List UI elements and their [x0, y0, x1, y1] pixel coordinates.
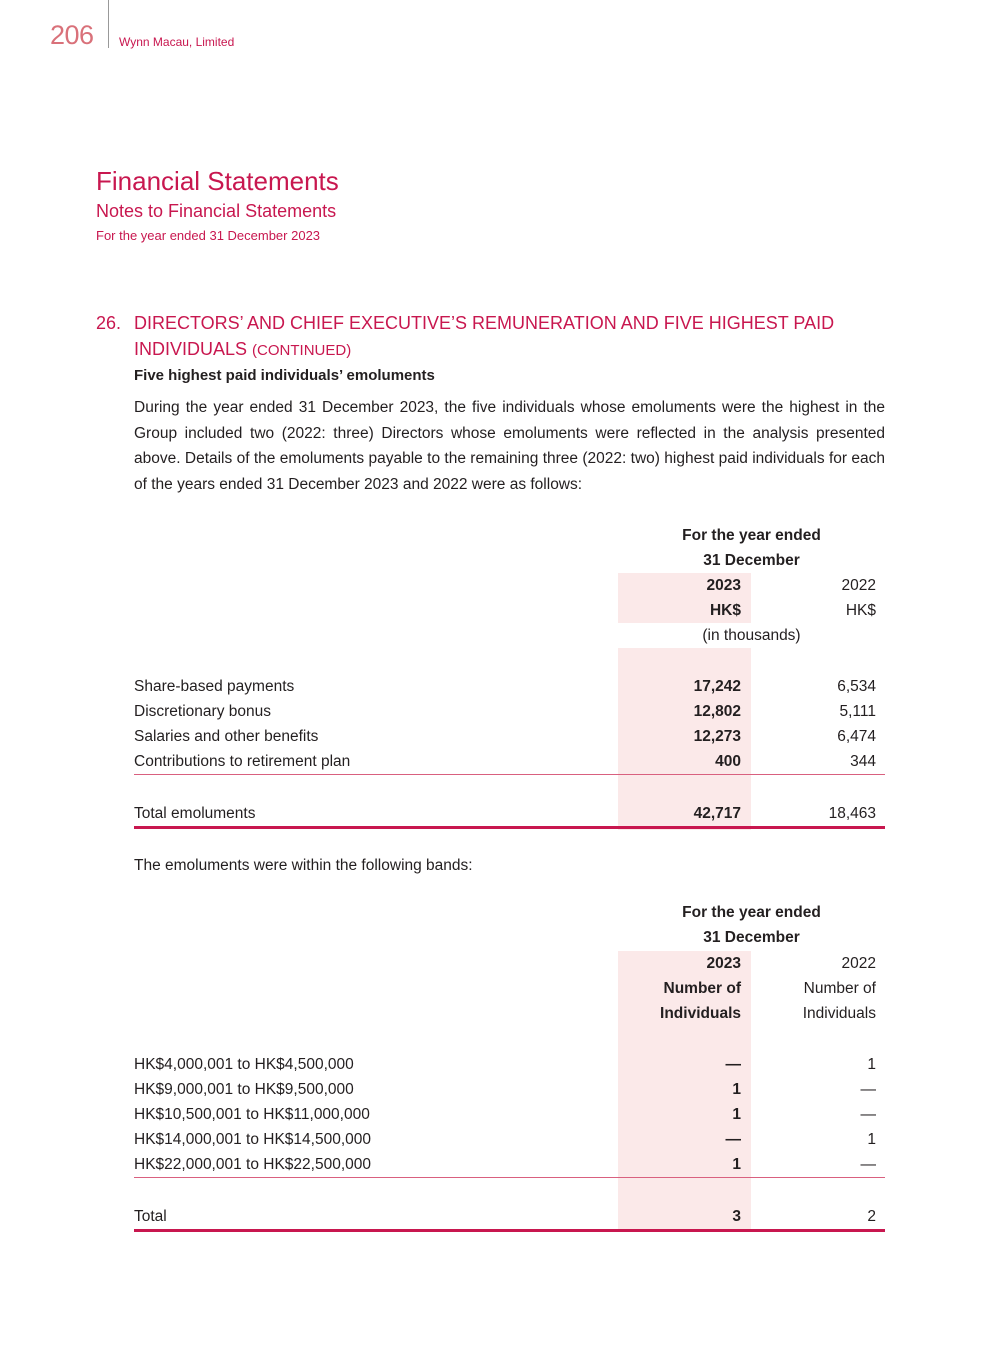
- row-value-2022: 6,534: [837, 678, 876, 695]
- table1-year-row: [134, 573, 885, 598]
- table1-year-2022: 2022: [841, 577, 876, 594]
- row-value-2023: 12,273: [693, 728, 741, 745]
- total-row: [134, 801, 885, 826]
- subtotal-rule: [134, 1177, 885, 1178]
- table1-unit-2023: HK$: [709, 602, 741, 619]
- total-value-2022: 2: [867, 1208, 876, 1225]
- section-heading: [96, 310, 896, 364]
- sub-heading: Five highest paid individuals’ emoluments: [134, 367, 435, 384]
- company-name: Wynn Macau, Limited: [119, 35, 235, 49]
- page-title: Financial Statements: [96, 166, 339, 196]
- total-rule: [134, 1229, 885, 1232]
- table1-unit-row: [134, 598, 885, 623]
- row-label: HK$9,000,001 to HK$9,500,000: [134, 1081, 354, 1098]
- table-row: [134, 1127, 885, 1152]
- row-label: HK$22,000,001 to HK$22,500,000: [134, 1156, 371, 1173]
- row-label: HK$10,500,001 to HK$11,000,000: [134, 1106, 370, 1123]
- total-value-2023: 3: [732, 1208, 741, 1225]
- row-value-2022: —: [860, 1081, 876, 1098]
- table1-unit-note: (in thousands): [702, 627, 801, 644]
- row-value-2023: 400: [715, 753, 741, 770]
- row-label: Share-based payments: [134, 678, 295, 695]
- table2-sub2-row: [134, 1001, 885, 1026]
- table-row: [134, 674, 885, 699]
- table2-sub1-2022: Number of: [803, 980, 876, 997]
- continued-label: (CONTINUED): [252, 342, 352, 359]
- table-row: [134, 699, 885, 724]
- row-value-2022: —: [860, 1106, 876, 1123]
- table2-year-row: [134, 951, 885, 976]
- header-divider: [108, 0, 109, 48]
- page-number: 206: [50, 20, 94, 50]
- row-value-2022: 344: [850, 753, 876, 770]
- row-value-2023: 1: [732, 1156, 741, 1173]
- row-value-2023: —: [725, 1056, 741, 1073]
- table1-unit-2022: HK$: [845, 602, 876, 619]
- table1-header-line2: 31 December: [703, 552, 800, 569]
- page-subtitle: Notes to Financial Statements: [96, 201, 337, 221]
- row-label: Contributions to retirement plan: [134, 753, 351, 770]
- row-value-2023: 1: [732, 1081, 741, 1098]
- table-row: [134, 1152, 885, 1177]
- table2-sub1-row: [134, 976, 885, 1001]
- table-row: [134, 724, 885, 749]
- total-label: Total emoluments: [134, 805, 256, 822]
- row-label: HK$4,000,001 to HK$4,500,000: [134, 1056, 354, 1073]
- row-value-2023: 1: [732, 1106, 741, 1123]
- row-value-2023: 12,802: [693, 703, 741, 720]
- row-value-2022: —: [860, 1156, 876, 1173]
- row-value-2023: —: [725, 1131, 741, 1148]
- row-label: Salaries and other benefits: [134, 728, 319, 745]
- section-number: 26.: [96, 313, 122, 333]
- table2-year-2022: 2022: [841, 955, 876, 972]
- table2-sub2-2022: Individuals: [802, 1005, 876, 1022]
- table2-header-line1: For the year ended: [682, 904, 821, 921]
- table-row: [134, 749, 885, 774]
- reporting-period: For the year ended 31 December 2023: [96, 228, 321, 243]
- total-value-2023: 42,717: [693, 805, 741, 822]
- total-value-2022: 18,463: [828, 805, 876, 822]
- row-value-2022: 1: [867, 1056, 876, 1073]
- table1-header-line1: For the year ended: [682, 527, 821, 544]
- table-row: [134, 1102, 885, 1127]
- total-row: [134, 1204, 885, 1229]
- row-label: Discretionary bonus: [134, 703, 271, 720]
- row-value-2022: 5,111: [839, 703, 876, 720]
- intro-paragraph: During the year ended 31 December 2023, the five individuals whose emoluments were the highest in the Group included two (2022: three) Directors whose emoluments were reflected in the analysis presented above. Details of the emoluments payable to the remaining three (2022: two) highest paid individuals for each of the years ended 31 December 2023 and 2022 were as follows:: [134, 399, 885, 493]
- subtotal-rule: [134, 774, 885, 775]
- table2-sub1-2023: Number of: [663, 980, 741, 997]
- total-label: Total: [134, 1208, 167, 1225]
- section-heading-line1: DIRECTORS’ AND CHIEF EXECUTIVE’S REMUNERATION AND FIVE HIGHEST PAID: [134, 313, 835, 333]
- table1-year-2023: 2023: [706, 577, 741, 594]
- row-label: HK$14,000,001 to HK$14,500,000: [134, 1131, 371, 1148]
- table2-year-2023: 2023: [706, 955, 741, 972]
- section-heading-line2: INDIVIDUALS: [134, 339, 248, 359]
- row-value-2022: 1: [867, 1131, 876, 1148]
- bands-intro: The emoluments were within the following bands:: [134, 857, 473, 874]
- table-row: [134, 1052, 885, 1077]
- row-value-2023: 17,242: [693, 678, 741, 695]
- table2-header-line2: 31 December: [703, 929, 800, 946]
- row-value-2022: 6,474: [837, 728, 876, 745]
- total-rule: [134, 826, 885, 829]
- table2-sub2-2023: Individuals: [660, 1005, 741, 1022]
- table-row: [134, 1077, 885, 1102]
